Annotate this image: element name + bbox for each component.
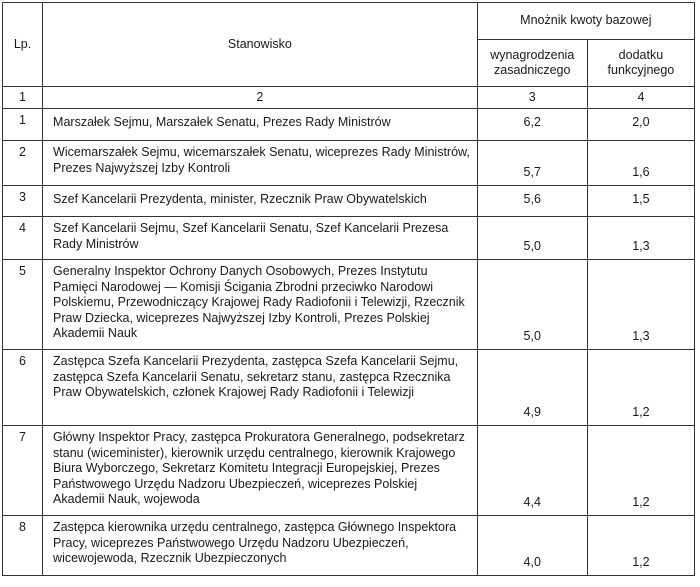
row-dodatek: 1,2 [587,516,694,576]
row-stanowisko: Główny Inspektor Pracy, zastępca Prokuratora Generalnego, podsekretarz stanu (wiceminister), kierownik urzędu centralnego, kierownik Krajowego Biura Wyborczego, Sekretarz Komitetu Integracji Europejskiej, Prezes Państwowego Urzędu Nadzoru Ubezpieczeń, wiceprezes Polskiej Akademii Nauk, wojewoda [43,426,478,516]
row-stanowisko: Marszałek Sejmu, Marszałek Senatu, Prezes Rady Ministrów [43,109,478,141]
table-row [3,186,695,217]
row-wynagrodzenie: 5,6 [477,186,587,217]
row-lp: 4 [3,217,43,260]
row-dodatek: 1,2 [587,426,694,516]
row-lp: 3 [3,186,43,217]
row-stanowisko: Szef Kancelarii Prezydenta, minister, Rzecznik Praw Obywatelskich [43,186,478,217]
row-wynagrodzenie: 5,0 [477,217,587,260]
column-index-1: 1 [3,87,43,109]
header-row-top [3,3,695,40]
table-row [3,350,695,426]
row-lp: 5 [3,260,43,350]
row-dodatek: 1,3 [587,260,694,350]
row-lp: 2 [3,141,43,186]
header-wynagrodzenia: wynagrodzenia zasadniczego [477,40,587,87]
header-dodatku: dodatku funkcyjnego [587,40,694,87]
row-lp: 8 [3,516,43,576]
table-row [3,141,695,186]
table-row [3,516,695,576]
table-row [3,109,695,141]
row-lp: 6 [3,350,43,426]
column-index-3: 3 [477,87,587,109]
row-wynagrodzenie: 4,4 [477,426,587,516]
row-wynagrodzenie: 6,2 [477,109,587,141]
row-wynagrodzenie: 4,0 [477,516,587,576]
row-lp: 1 [3,109,43,141]
table-row [3,217,695,260]
row-stanowisko: Generalny Inspektor Ochrony Danych Osobowych, Prezes Instytutu Pamięci Narodowej — Komisji Ścigania Zbrodni przeciwko Narodowi Polskiemu, Przewodniczący Krajowej Rady Radiofonii i Telewizji, Rzecznik Praw Dziecka, wiceprezes Najwyższej Izby Kontroli, Prezes Polskiej Akademii Nauk [43,260,478,350]
salary-multiplier-table [2,2,695,576]
row-stanowisko: Zastępca kierownika urzędu centralnego, zastępca Głównego Inspektora Pracy, wiceprezes Państwowego Urzędu Nadzoru Ubezpieczeń, wicewojewoda, Rzecznik Ubezpieczonych [43,516,478,576]
row-stanowisko: Zastępca Szefa Kancelarii Prezydenta, zastępca Szefa Kancelarii Sejmu, zastępca Szefa Kancelarii Senatu, sekretarz stanu, zastępca Rzecznika Praw Obywatelskich, członek Krajowej Rady Radiofonii i Telewizji [43,350,478,426]
row-dodatek: 1,3 [587,217,694,260]
header-lp: Lp. [3,3,43,87]
column-index-row [3,87,695,109]
row-dodatek: 1,5 [587,186,694,217]
row-lp: 7 [3,426,43,516]
column-index-4: 4 [587,87,694,109]
row-dodatek: 1,6 [587,141,694,186]
row-wynagrodzenie: 4,9 [477,350,587,426]
header-stanowisko: Stanowisko [43,3,478,87]
header-mnoznik: Mnożnik kwoty bazowej [477,3,694,40]
row-dodatek: 2,0 [587,109,694,141]
row-stanowisko: Szef Kancelarii Sejmu, Szef Kancelarii Senatu, Szef Kancelarii Prezesa Rady Ministrów [43,217,478,260]
column-index-2: 2 [43,87,478,109]
row-stanowisko: Wicemarszałek Sejmu, wicemarszałek Senatu, wiceprezes Rady Ministrów, Prezes Najwyższej Izby Kontroli [43,141,478,186]
table-row [3,426,695,516]
row-dodatek: 1,2 [587,350,694,426]
row-wynagrodzenie: 5,7 [477,141,587,186]
table-row [3,260,695,350]
row-wynagrodzenie: 5,0 [477,260,587,350]
